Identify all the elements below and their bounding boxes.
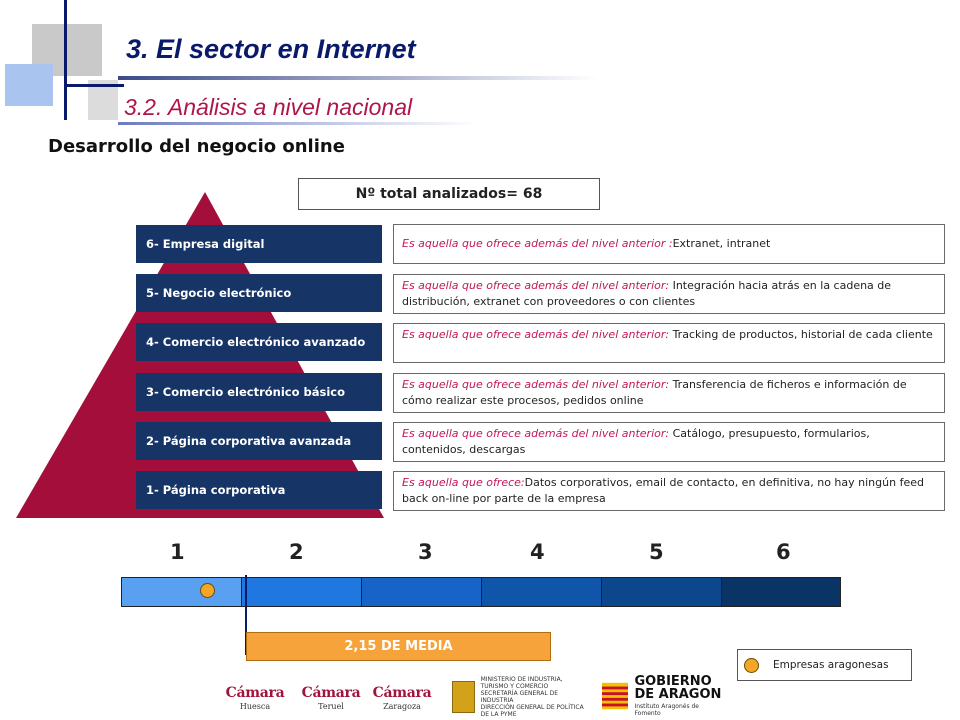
level-6-label: 6- Empresa digital: [136, 225, 382, 263]
scale-number-3: 3: [418, 540, 433, 564]
scale-number-6: 6: [776, 540, 791, 564]
spain-crest-icon: [452, 681, 475, 713]
scale-segment-5: [601, 577, 722, 607]
description-prefix: Es aquella que ofrece además del nivel anterior:: [402, 328, 673, 341]
scale-number-1: 1: [170, 540, 185, 564]
section-title: Desarrollo del negocio online: [48, 136, 345, 157]
legend-marker-icon: [744, 658, 759, 673]
description-text: Datos corporativos, email de contacto, en definitiva, no hay ningún feed back on-line por parte de la empresa: [402, 476, 924, 505]
scale-number-4: 4: [530, 540, 545, 564]
title-underline: [118, 76, 598, 80]
level-3-label: 3- Comercio electrónico básico: [136, 373, 382, 411]
decor-line: [64, 0, 67, 120]
average-label: 2,15 DE MEDIA: [246, 632, 551, 661]
level-5-description: [393, 274, 945, 314]
scale-segment-1: [121, 577, 242, 607]
aragon-companies-marker: [200, 583, 215, 598]
scale-number-2: 2: [289, 540, 304, 564]
gobierno-sub: Instituto Aragonés de Fomento: [634, 703, 699, 717]
gobierno-line2: DE ARAGON: [634, 687, 722, 702]
logo-name: Cámara: [301, 685, 361, 701]
description-text: Transferencia de ficheros e información de cómo realizar este procesos, pedidos online: [402, 378, 907, 407]
subtitle-underline: [118, 122, 478, 125]
logo-name: Cámara: [225, 685, 285, 701]
scale-number-5: 5: [649, 540, 664, 564]
logo-city: Zaragoza: [383, 702, 421, 711]
gobierno-text: [634, 675, 722, 717]
legend: [737, 649, 912, 681]
gobierno-line1: GOBIERNO: [634, 674, 712, 689]
camara-huesca-logo: [222, 680, 288, 716]
page-subtitle: 3.2. Análisis a nivel nacional: [124, 94, 413, 120]
description-prefix: Es aquella que ofrece además del nivel anterior :: [402, 237, 673, 250]
scale-segment-4: [481, 577, 602, 607]
level-4-description: [393, 323, 945, 363]
level-1-label: 1- Página corporativa: [136, 471, 382, 509]
aragon-flag-icon: [602, 682, 628, 710]
ministry-text: [481, 676, 592, 718]
level-2-label: 2- Página corporativa avanzada: [136, 422, 382, 460]
level-4-label: 4- Comercio electrónico avanzado: [136, 323, 382, 361]
level-1-description: [393, 471, 945, 511]
level-6-description: [393, 224, 945, 264]
ministry-line: DIRECCIÓN GENERAL DE POLÍTICA DE LA PYME: [480, 704, 584, 718]
page-title: 3. El sector en Internet: [126, 34, 416, 64]
description-text: Extranet, intranet: [672, 237, 771, 250]
decor-line: [64, 84, 124, 87]
level-2-description: [393, 422, 945, 462]
description-text: Catálogo, presupuesto, formularios, contenidos, descargas: [402, 427, 870, 456]
description-text: Integración hacia atrás en la cadena de distribución, extranet con proveedores o con clientes: [402, 279, 892, 308]
level-3-description: [393, 373, 945, 413]
ministry-logo: [452, 678, 592, 716]
scale-segment-3: [361, 577, 482, 607]
logo-name: Cámara: [372, 685, 432, 701]
ministry-line: MINISTERIO DE INDUSTRIA, TURISMO Y COMERCIO: [480, 676, 563, 690]
description-text: Tracking de productos, historial de cada cliente: [672, 328, 933, 341]
ministry-line: SECRETARÍA GENERAL DE INDUSTRIA: [480, 690, 558, 704]
camara-teruel-logo: [298, 680, 364, 716]
total-analyzed-box: Nº total analizados= 68: [298, 178, 600, 210]
description-prefix: Es aquella que ofrece:: [402, 476, 525, 489]
logo-city: Teruel: [318, 702, 344, 711]
decor-square: [5, 64, 53, 106]
scale-segment-2: [241, 577, 362, 607]
scale-segment-6: [721, 577, 841, 607]
description-prefix: Es aquella que ofrece además del nivel anterior:: [402, 378, 673, 391]
logo-city: Huesca: [239, 702, 271, 711]
level-5-label: 5- Negocio electrónico: [136, 274, 382, 312]
camara-zaragoza-logo: [369, 680, 435, 716]
description-prefix: Es aquella que ofrece además del nivel anterior:: [402, 427, 673, 440]
description-prefix: Es aquella que ofrece además del nivel anterior:: [402, 279, 673, 292]
gobierno-aragon-logo: [602, 676, 722, 716]
legend-label: Empresas aragonesas: [773, 659, 889, 671]
